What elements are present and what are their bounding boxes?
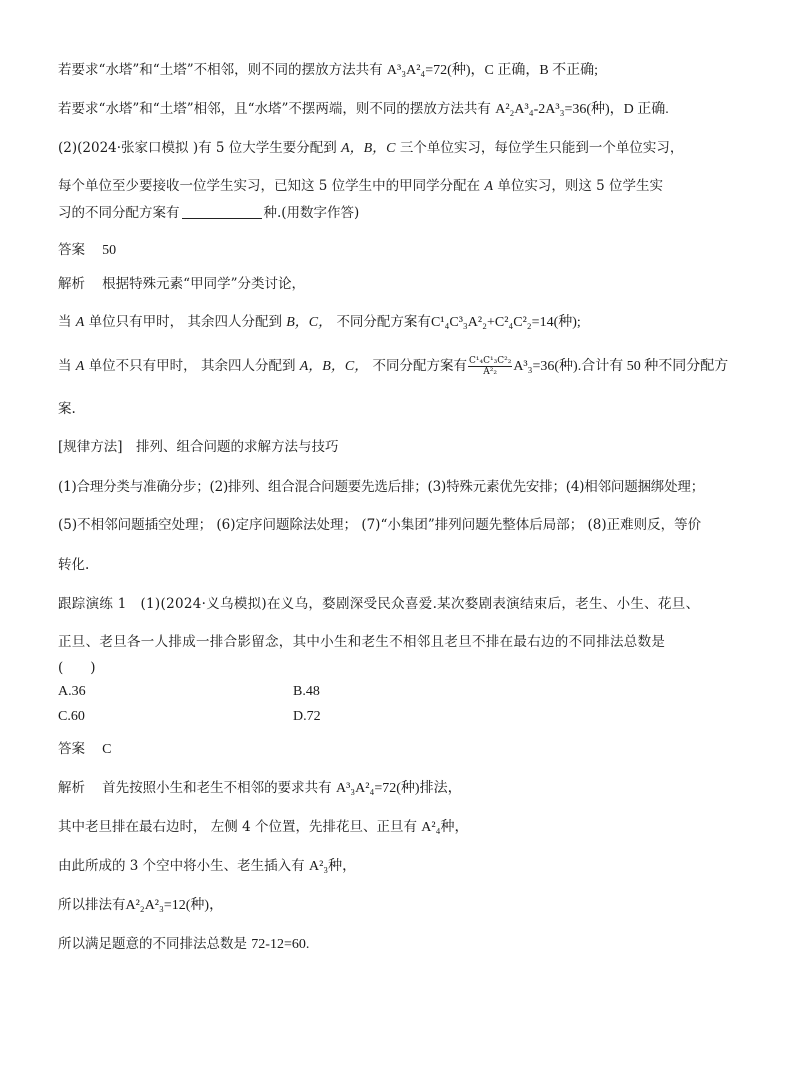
case-1 — [58, 313, 581, 332]
formula: A²₂A²₃=12(种)， — [125, 898, 224, 913]
variables: A，B，C — [341, 141, 396, 156]
text: 单位只有甲时， 其余四人分配到 — [88, 314, 282, 330]
answer-value: C — [102, 742, 112, 757]
text: 不同分配方案有 — [372, 358, 467, 374]
drill-line-1 — [58, 595, 699, 613]
explanation-line-6 — [58, 935, 309, 954]
option-a: A.36 — [58, 684, 86, 699]
text: 根据特殊元素“甲同学”分类讨论， — [102, 276, 305, 292]
text: 若要求“水塔”和“土塔”不相邻，则不同的摆放方法共有 — [58, 62, 383, 78]
text: 所以满足题意的不同排法总数是 — [58, 936, 247, 952]
variables: B，C， — [286, 315, 333, 330]
formula: A²₄种， — [421, 820, 469, 835]
paragraph-nonadjacent — [58, 61, 598, 80]
answer-value: 50 — [102, 243, 117, 258]
formula: 72-12=60. — [251, 937, 310, 952]
option-b: B.48 — [293, 684, 320, 699]
explanation-line-4 — [58, 857, 356, 876]
answer-2 — [58, 740, 112, 759]
drill-answer-paren — [58, 659, 96, 677]
text: (1)合理分类与准确分步；(2)排列、组合混合问题要先选后排；(3)特殊元素优先安排；(4)相邻问题捆绑处理； — [58, 479, 704, 495]
text: 种.(用数字作答) — [263, 205, 360, 221]
text: [规律方法] 排列、组合问题的求解方法与技巧 — [58, 439, 339, 455]
variable: A — [75, 315, 85, 330]
text: 每个单位至少要接收一位学生实习，已知这 5 位学生中的甲同学分配在 — [58, 178, 481, 194]
text: 习的不同分配方案有 — [58, 205, 180, 221]
text: 当 — [58, 314, 72, 330]
explanation-line-3 — [58, 818, 468, 837]
option-d: D.72 — [293, 709, 321, 724]
method-line-3 — [58, 556, 89, 574]
formula: C¹₄C³₃A²₂+C²₄C²₂=14(种); — [430, 315, 581, 330]
question-2-line-1 — [58, 139, 683, 158]
answer-label: 答案 — [58, 741, 85, 757]
text: ( ) — [58, 660, 96, 676]
text: 转化. — [58, 557, 90, 573]
case-2-continuation — [58, 400, 76, 418]
fraction — [468, 356, 512, 377]
text: 当 — [58, 358, 72, 374]
text: 其中老旦排在最右边时， 左侧 4 个位置，先排花旦、正旦有 — [58, 819, 417, 835]
option-c: C.60 — [58, 709, 85, 724]
text: 正旦、老旦各一人排成一排合影留念，其中小生和老生不相邻且老旦不排在最右边的不同排法总数是 — [58, 634, 666, 650]
text: 不同分配方案有 — [336, 314, 431, 330]
text: (5)不相邻问题插空处理； (6)定序问题除法处理； (7)“小集团”排列问题先整体后局部； (8)正难则反，等价 — [58, 517, 702, 533]
fraction-numerator: C¹₄C¹₃C²₂ — [469, 356, 512, 366]
method-title — [58, 438, 339, 456]
text: 若要求“水塔”和“土塔”相邻，且“水塔”不摆两端，则不同的摆放方法共有 — [58, 101, 491, 117]
text: 首先按照小生和老生不相邻的要求共有 — [102, 780, 332, 796]
text: 跟踪演练 1 (1)(2024·义乌模拟)在义乌，婺剧深受民众喜爱.某次婺剧表演结束后，老生、小生、花旦、 — [58, 596, 700, 612]
formula: A²₂A³₄-2A³₃=36(种)，D 正确. — [495, 102, 669, 117]
case-2 — [58, 356, 728, 377]
text: 由此所成的 3 个空中将小生、老生插入有 — [58, 858, 305, 874]
fraction-denominator: A²₂ — [483, 367, 498, 377]
question-2-line-3 — [58, 204, 359, 222]
formula: A³₃A²₄=72(种)排法， — [335, 781, 462, 796]
explanation-label: 解析 — [58, 780, 85, 796]
variable: A — [484, 179, 494, 194]
answer-label: 答案 — [58, 242, 85, 258]
answer-1 — [58, 241, 116, 260]
explanation-2 — [58, 779, 462, 798]
explanation-1 — [58, 275, 305, 293]
answer-blank — [182, 204, 262, 219]
formula: A²₃种， — [308, 859, 357, 874]
text: 单位不只有甲时， 其余四人分配到 — [88, 358, 296, 374]
text: 案. — [58, 401, 76, 417]
formula: A³₃A²₄=72(种)，C 正确，B 不正确; — [386, 63, 599, 78]
paragraph-adjacent — [58, 100, 669, 119]
text: 单位实习，则这 5 位学生实 — [497, 178, 663, 194]
variable: A — [75, 359, 85, 374]
text: 三个单位实习，每位学生只能到一个单位实习， — [399, 140, 684, 156]
variables: A，B，C， — [299, 359, 369, 374]
formula: A³₃=36(种).合计有 50 种不同分配方 — [513, 359, 729, 374]
method-line-2 — [58, 516, 701, 534]
text: 所以排法有 — [58, 897, 126, 913]
method-line-1 — [58, 478, 704, 496]
drill-line-2 — [58, 633, 665, 651]
question-2-line-2 — [58, 177, 663, 196]
text: (2)(2024·张家口模拟 )有 5 位大学生要分配到 — [58, 140, 337, 156]
explanation-label: 解析 — [58, 276, 85, 292]
explanation-line-5 — [58, 896, 223, 915]
